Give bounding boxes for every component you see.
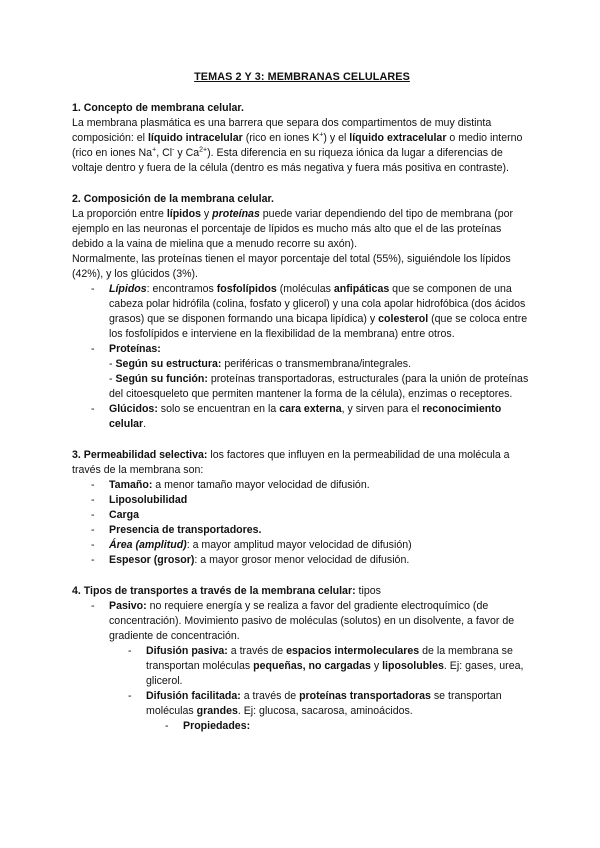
bold-term: Carga <box>109 509 140 521</box>
text: La membrana plasmática es una barrera que separa dos compartimentos de muy distinta composición: el <box>72 117 492 144</box>
list-item-difusion-pasiva <box>109 644 532 689</box>
text: puede variar dependiendo del tipo de membrana (por ejemplo en las neuronas el porcentaje de lípidos es mucho más alto que el de las proteínas debido a la vaina de mielina que a menudo recorre su axón). <box>72 208 514 250</box>
dash-bullet: - <box>165 720 169 732</box>
bold-term: cara externa <box>279 403 342 415</box>
text: los factores que influyen en la permeabilidad de una molécula a través de la membrana son: <box>72 449 510 476</box>
transport-types-list <box>72 599 532 734</box>
bold-term: lípidos <box>166 208 201 220</box>
text: se transportan moléculas <box>146 690 502 717</box>
text: , y sirven para el <box>341 403 423 415</box>
bold-term: Glúcidos: <box>109 403 158 415</box>
list-item-tamano <box>72 478 532 493</box>
document-page <box>72 70 532 750</box>
text: periféricas o transmembrana/integrales. <box>221 358 412 370</box>
composition-list <box>72 282 532 432</box>
section-3-intro <box>72 448 532 478</box>
text: no requiere energía y se realiza a favor del gradiente electroquímico (de concentración). Movimiento pasivo de moléculas (solutos) en un disolvente, a favor de gradiente de concentración. <box>109 600 515 642</box>
bold-term: anfipáticas <box>333 283 390 295</box>
text: de la membrana se transportan moléculas <box>146 645 513 672</box>
list-item-difusion-facilitada <box>109 689 532 734</box>
bold-term: Según su función: <box>115 373 208 385</box>
bold-term: Difusión pasiva: <box>146 645 228 657</box>
bold-term: Tamaño: <box>109 479 153 491</box>
section-2-paragraph-1 <box>72 207 532 252</box>
dash-bullet: - <box>91 600 95 612</box>
list-item-lipidos <box>72 282 532 342</box>
bold-term: liposolubles <box>382 660 444 672</box>
text: . Ej: glucosa, sacarosa, aminoácidos. <box>237 705 413 717</box>
list-item-propiedades <box>146 719 532 734</box>
bold-term: Presencia de transportadores. <box>109 524 262 536</box>
bold-term: pequeñas, no cargadas <box>253 660 371 672</box>
text: y <box>200 208 213 220</box>
bold-term: proteínas transportadoras <box>299 690 431 702</box>
text: La proporción entre <box>72 208 167 220</box>
passive-subtypes-list <box>109 644 532 734</box>
list-item-transportadores <box>72 523 532 538</box>
superscript: - <box>172 146 175 154</box>
list-item-liposolubilidad <box>72 493 532 508</box>
text: solo se encuentran en la <box>157 403 280 415</box>
section-3 <box>72 448 532 568</box>
dash-bullet: - <box>128 690 132 702</box>
section-2 <box>72 192 532 432</box>
section-1 <box>72 101 532 176</box>
document-title: TEMAS 2 Y 3: MEMBRANAS CELULARES <box>194 71 410 83</box>
dash-bullet: - <box>91 524 95 536</box>
bold-term: grandes <box>196 705 238 717</box>
superscript: 2+ <box>199 146 208 154</box>
list-item-proteinas <box>72 342 532 402</box>
permeability-factors-list <box>72 478 532 568</box>
section-2-paragraph-2: Normalmente, las proteínas tienen el mayor porcentaje del total (55%), siguiéndole los lípidos (42%), y los glúcidos (3%). <box>72 253 511 280</box>
bold-term: espacios intermoleculares <box>286 645 420 657</box>
section-4-title: 4. Tipos de transportes a través de la membrana celular: <box>72 585 356 597</box>
dash-bullet: - <box>91 494 95 506</box>
text: (moléculas <box>276 283 334 295</box>
bold-term: Propiedades: <box>183 720 251 732</box>
section-2-title: 2. Composición de la membrana celular. <box>72 193 274 205</box>
dash-bullet: - <box>91 554 95 566</box>
bold-term: Espesor (grosor) <box>109 554 195 566</box>
bold-term: Según su estructura: <box>115 358 222 370</box>
dash-prefix: - <box>109 373 113 385</box>
text: o medio interno (rico en iones Na <box>72 132 523 159</box>
list-item-pasivo <box>72 599 532 734</box>
section-4-intro <box>72 584 532 599</box>
superscript: + <box>152 146 157 154</box>
text: ). Esta diferencia en su riqueza iónica da lugar a diferencias de voltaje dentro y fuera de la célula (dentro es más negativa y fuera más positiva en contraste). <box>72 147 509 174</box>
text: a través de <box>227 645 287 657</box>
text: . Ej: gases, urea, glicerol. <box>146 660 524 687</box>
text: : encontramos <box>146 283 217 295</box>
list-item-espesor <box>72 553 532 568</box>
bold-term: líquido extracelular <box>349 132 447 144</box>
text: y Ca <box>174 147 200 159</box>
dash-bullet: - <box>91 479 95 491</box>
text: proteínas transportadoras, estructurales (para la unión de proteínas del citoesqueleto que permiten mantener la forma de la célula), enzimas o receptores. <box>109 373 529 400</box>
facilitated-details-list <box>146 719 532 734</box>
dash-bullet: - <box>91 509 95 521</box>
bold-term: Difusión facilitada: <box>146 690 241 702</box>
bold-term: Pasivo: <box>109 600 147 612</box>
dash-bullet: - <box>91 283 95 295</box>
dash-prefix: - <box>109 358 113 370</box>
section-1-title: 1. Concepto de membrana celular. <box>72 102 244 114</box>
bold-term: proteínas <box>212 208 260 220</box>
bold-term: Liposolubilidad <box>109 494 188 506</box>
dash-bullet: - <box>128 645 132 657</box>
bold-term: fosfolípidos <box>216 283 277 295</box>
bold-term: Área (amplitud) <box>109 539 187 551</box>
list-item-glucidos <box>72 402 532 432</box>
text: tipos <box>355 585 381 597</box>
dash-bullet: - <box>91 403 95 415</box>
list-item-area <box>72 538 532 553</box>
text: : a mayor amplitud mayor velocidad de difusión) <box>186 539 412 551</box>
text: . <box>143 418 147 430</box>
bold-term: Lípidos <box>109 283 147 295</box>
section-1-body <box>72 116 532 176</box>
bold-term: colesterol <box>378 313 429 325</box>
text: (rico en iones K <box>242 132 320 144</box>
text: a menor tamaño mayor velocidad de difusión. <box>152 479 370 491</box>
list-item-carga <box>72 508 532 523</box>
text: y <box>370 660 383 672</box>
section-4 <box>72 584 532 734</box>
text: , Cl <box>156 147 173 159</box>
text: (que se coloca entre los fosfolípidos e interviene en la flexibilidad de la membrana) entre otros. <box>109 313 528 340</box>
bold-term: Proteínas: <box>109 343 161 355</box>
text: : a mayor grosor menor velocidad de difusión. <box>194 554 410 566</box>
text: a través de <box>240 690 300 702</box>
dash-bullet: - <box>91 343 95 355</box>
bold-term: reconocimiento celular <box>109 403 502 430</box>
text: que se componen de una cabeza polar hidrófila (colina, fosfato y glicerol) y una cola apolar hidrofóbica (dos ácidos grasos) que se disponen formando una bicapa lipídica) y <box>109 283 526 325</box>
section-3-title: 3. Permeabilidad selectiva: <box>72 449 208 461</box>
dash-bullet: - <box>91 539 95 551</box>
superscript: + <box>319 131 324 139</box>
bold-term: líquido intracelular <box>147 132 243 144</box>
text: ) y el <box>323 132 350 144</box>
